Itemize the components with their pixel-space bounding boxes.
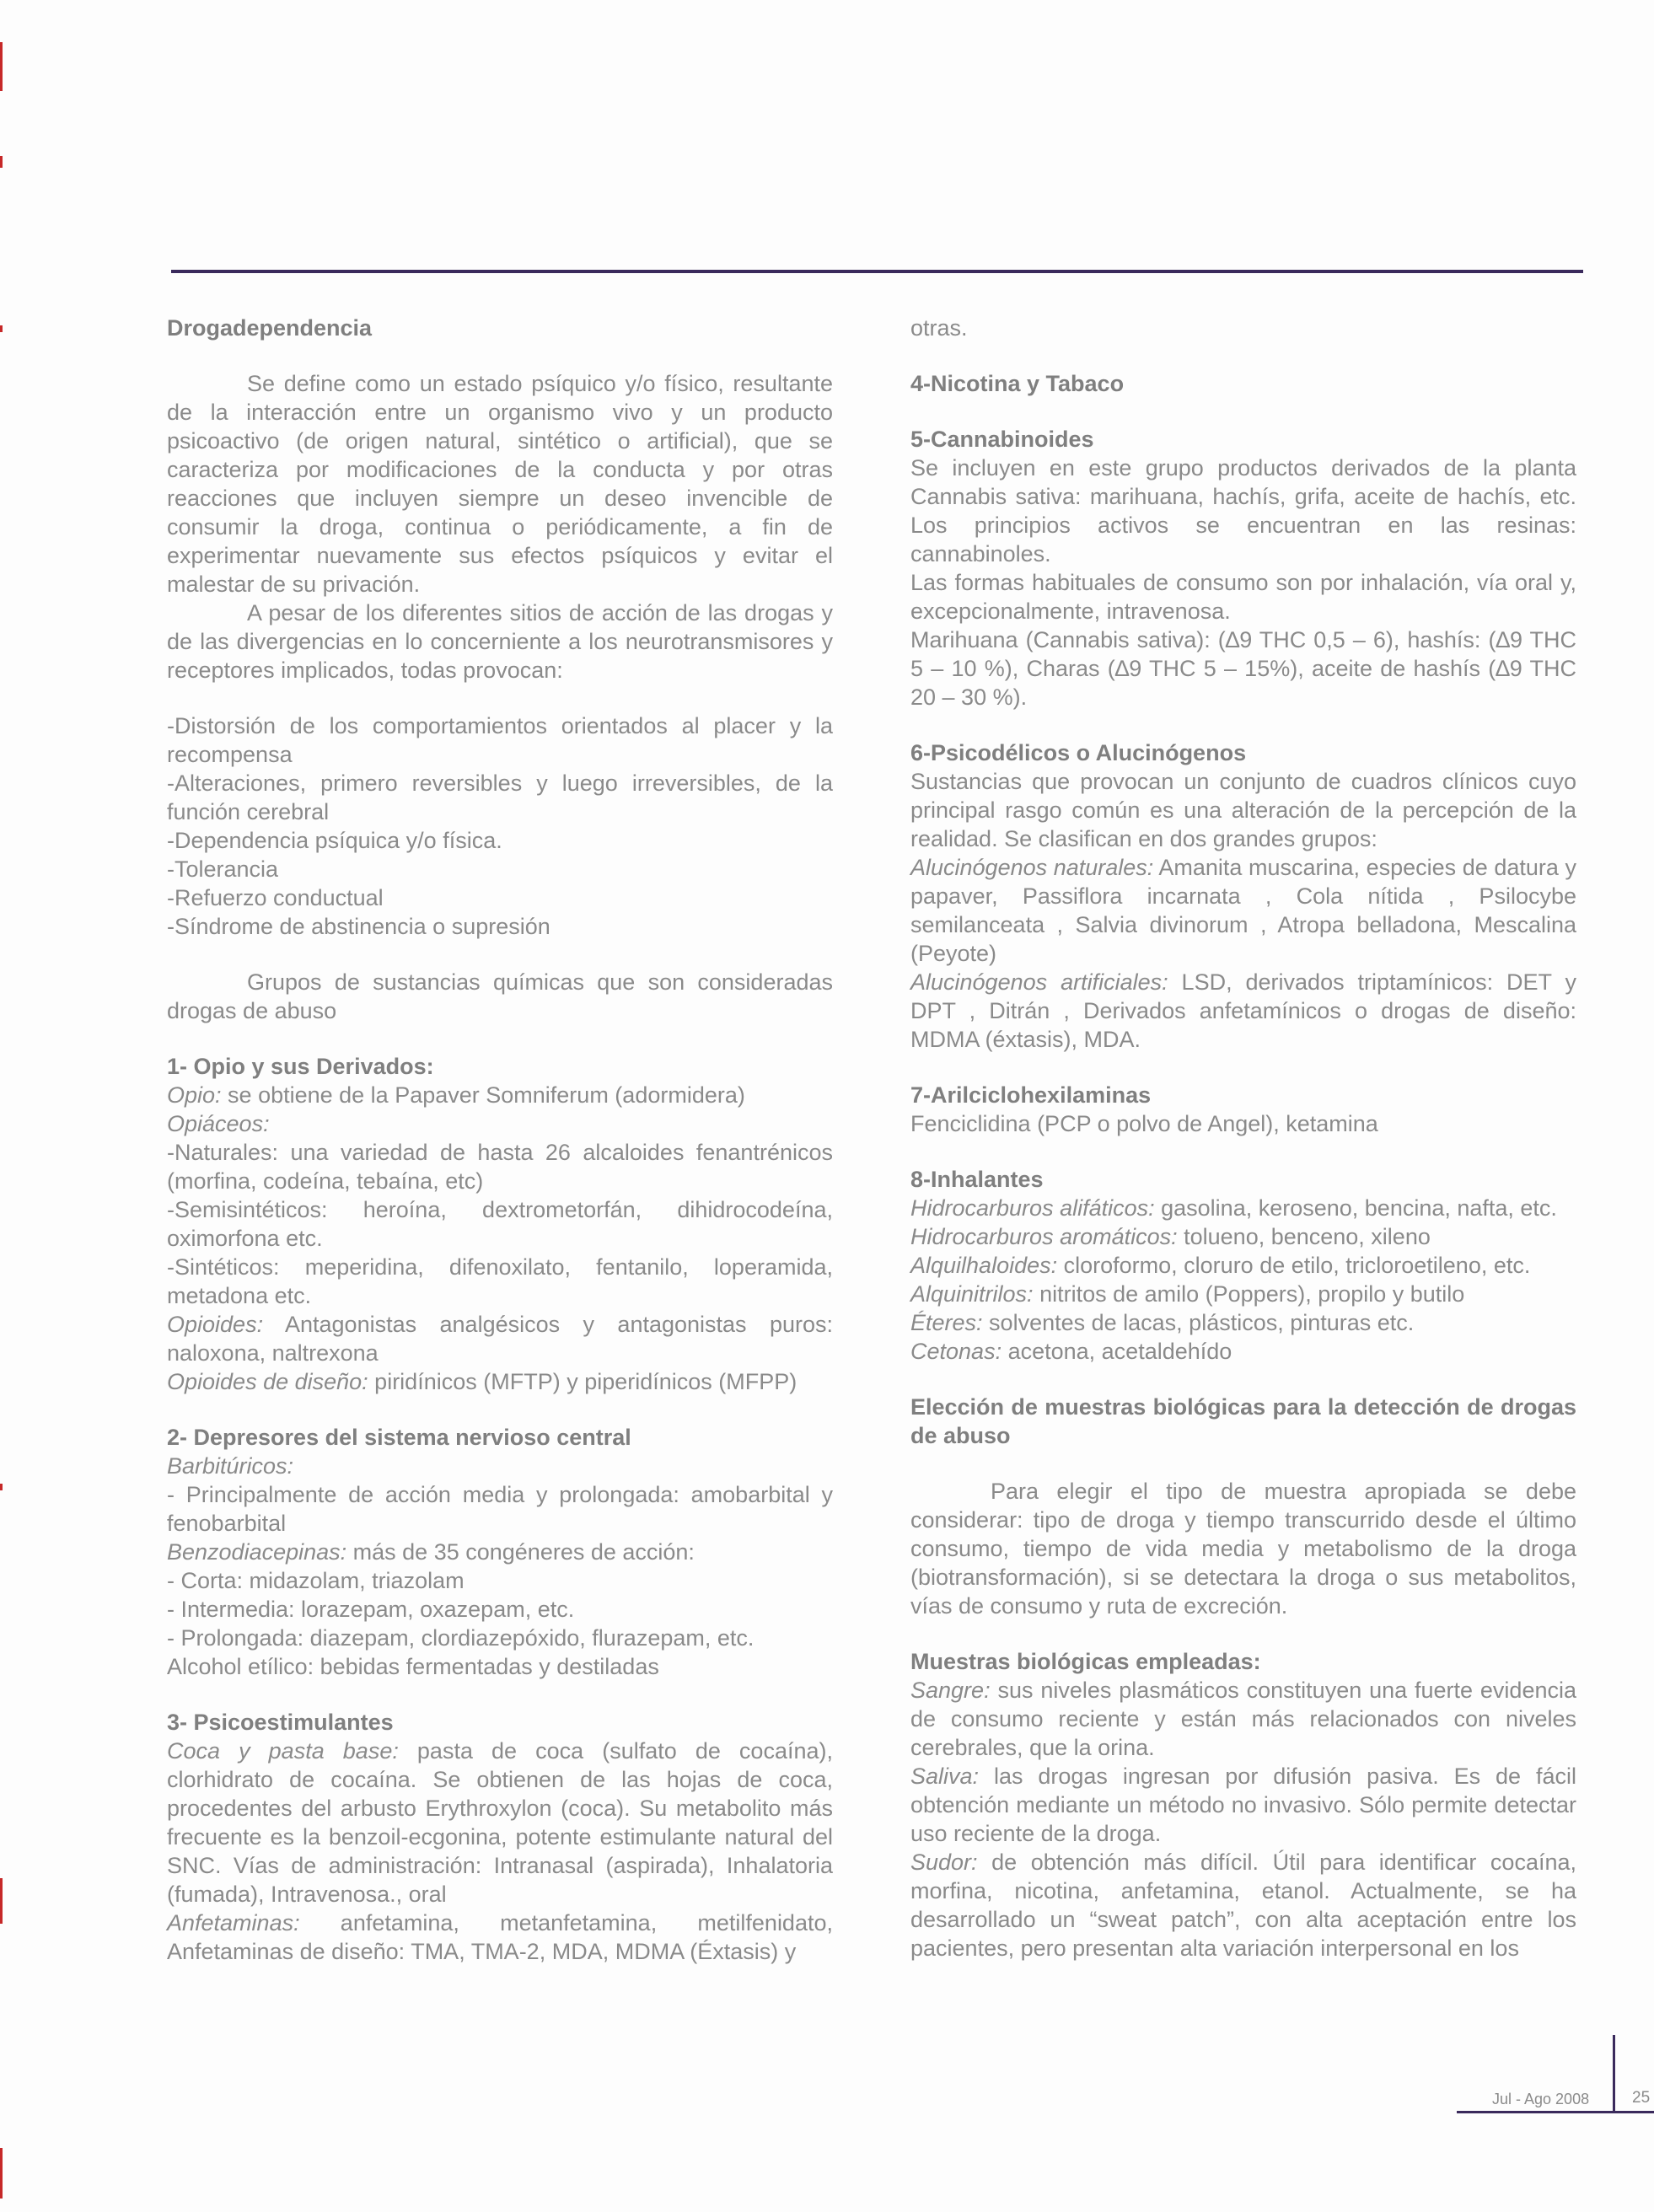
alquilhaloides-label: Alquilhaloides:	[910, 1253, 1058, 1278]
section-heading-arilciclohexilaminas: 7-Arilciclohexilaminas	[910, 1082, 1152, 1108]
header-rule	[171, 270, 1583, 273]
effect-item: -Tolerancia	[167, 856, 279, 882]
eleccion-paragraph: Para elegir el tipo de muestra apropiada se debe considerar: tipo de droga y tiempo transcurrido desde el último consumo, tiempo de vida media y metabolismo de la droga (biotransformación), si se detectara la droga o sus metabolitos, vías de consumo y ruta de excreción.	[910, 1479, 1576, 1619]
eteres-line	[910, 1308, 1576, 1337]
section-heading-eleccion-muestras: Elección de muestras biológicas para la detección de drogas de abuso	[910, 1394, 1576, 1448]
anfetaminas-paragraph	[167, 1909, 833, 1966]
alcohol-etilico: Alcohol etílico: bebidas fermentadas y destiladas	[167, 1654, 659, 1679]
opiaceos-sinteticos: -Sintéticos: meperidina, difenoxilato, fentanilo, loperamida, metadona etc.	[167, 1254, 833, 1308]
opio-label: Opio:	[167, 1082, 222, 1108]
alucinogenos-naturales-line	[910, 853, 1576, 968]
footer-rule-horizontal	[1457, 2111, 1654, 2113]
coca-paragraph	[167, 1737, 833, 1909]
alucinogenos-artificiales-line	[910, 968, 1576, 1054]
opiaceos-semisinteticos: -Semisintéticos: heroína, dextrometorfán, dihidrocodeína, oximorfona etc.	[167, 1197, 833, 1251]
edge-mark-6	[0, 2148, 3, 2199]
benzodiacepinas-text: más de 35 congéneres de acción:	[346, 1539, 695, 1565]
edge-mark-4	[0, 1484, 3, 1490]
aromaticos-label: Hidrocarburos aromáticos:	[910, 1224, 1178, 1249]
opioides-text: Antagonistas analgésicos y antagonistas puros: naloxona, naltrexona	[167, 1312, 833, 1366]
section-heading-opio: 1- Opio y sus Derivados:	[167, 1054, 434, 1079]
benzodiacepinas-line	[167, 1538, 833, 1566]
opioides-diseno-text: piridínicos (MFTP) y piperidínicos (MFPP)	[368, 1369, 797, 1394]
edge-mark-1	[0, 42, 3, 91]
saliva-paragraph	[910, 1762, 1576, 1848]
section-heading-muestras-empleadas: Muestras biológicas empleadas:	[910, 1649, 1261, 1674]
alucinogenos-naturales-text: Amanita muscarina, especies de datura y papaver, Passiflora incarnata , Cola nítida , Psilocybe semilanceata , Salvia divinorum , Atropa belladona, Mescalina (Peyote)	[910, 855, 1576, 966]
cetonas-text: acetona, acetaldehído	[1002, 1339, 1232, 1364]
alucinogenos-artificiales-label: Alucinógenos artificiales:	[910, 969, 1168, 995]
sudor-paragraph	[910, 1848, 1576, 1962]
intro-paragraph-1: Se define como un estado psíquico y/o físico, resultante de la interacción entre un organismo vivo y un producto psicoactivo (de origen natural, sintético o artificial), que se caracteriza por modificaciones de la conducta y por otras reacciones que incluyen siempre un deseo invencible de consumir la droga, continua o periódicamente, a fin de experimentar nuevamente sus efectos psíquicos y evitar el malestar de su privación.	[167, 371, 833, 597]
section-heading-psicoestimulantes: 3- Psicoestimulantes	[167, 1710, 394, 1735]
footer-issue-date: Jul - Ago 2008	[1492, 2091, 1590, 2107]
page-number: 25	[1632, 2089, 1651, 2107]
opioides-label: Opioides:	[167, 1312, 264, 1337]
benzo-intermedia: - Intermedia: lorazepam, oxazepam, etc.	[167, 1597, 575, 1622]
section-heading-drogadependencia: Drogadependencia	[167, 315, 373, 341]
alquilhaloides-line	[910, 1251, 1576, 1280]
saliva-label: Saliva:	[910, 1764, 980, 1789]
eteres-text: solventes de lacas, plásticos, pinturas etc.	[982, 1310, 1415, 1335]
alifaticos-label: Hidrocarburos alifáticos:	[910, 1195, 1155, 1221]
sangre-text: sus niveles plasmáticos constituyen una fuerte evidencia de consumo reciente y están más relacionados con niveles cerebrales, que la orina.	[910, 1678, 1576, 1760]
section-heading-nicotina: 4-Nicotina y Tabaco	[910, 371, 1125, 396]
opioides-diseno-label: Opioides de diseño:	[167, 1369, 368, 1394]
sudor-text: de obtención más difícil. Útil para identificar cocaína, morfina, nicotina, anfetamina, etanol. Actualmente, se ha desarrollado un “sweat patch”, con alta aceptación entre los pacientes, pero presentan alta variación interpersonal en los	[910, 1850, 1576, 1961]
continued-text: otras.	[910, 315, 968, 341]
intro-paragraph-2: A pesar de los diferentes sitios de acción de las drogas y de las divergencias en lo concerniente a los neurotransmisores y receptores implicados, todas provocan:	[167, 600, 833, 683]
section-heading-psicodelicos: 6-Psicodélicos o Alucinógenos	[910, 740, 1247, 765]
cannabinoides-paragraph-2: Las formas habituales de consumo son por inhalación, vía oral y, excepcionalmente, intravenosa.	[910, 570, 1576, 624]
alifaticos-text: gasolina, keroseno, bencina, nafta, etc.	[1154, 1195, 1557, 1221]
opio-line	[167, 1081, 833, 1109]
left-column	[167, 314, 833, 1966]
effect-item: -Alteraciones, primero reversibles y luego irreversibles, de la función cerebral	[167, 770, 833, 824]
alucinogenos-artificiales-text: LSD, derivados triptamínicos: DET y DPT , Ditrán , Derivados anfetamínicos o drogas de diseño: MDMA (éxtasis), MDA.	[910, 969, 1576, 1052]
groups-intro: Grupos de sustancias químicas que son consideradas drogas de abuso	[167, 969, 833, 1023]
aromaticos-text: tolueno, benceno, xileno	[1177, 1224, 1431, 1249]
benzo-corta: - Corta: midazolam, triazolam	[167, 1568, 465, 1593]
cannabinoides-paragraph-3: Marihuana (Cannabis sativa): (∆9 THC 0,5 – 6), hashís: (∆9 THC 5 – 10 %), Charas (∆9 THC 5 – 15%), aceite de hashís (∆9 THC 20 – 30 %).	[910, 627, 1576, 710]
edge-mark-2	[0, 156, 3, 168]
effect-item: -Dependencia psíquica y/o física.	[167, 828, 502, 853]
coca-label: Coca y pasta base:	[167, 1738, 399, 1764]
opiaceos-naturales: -Naturales: una variedad de hasta 26 alcaloides fenantrénicos (morfina, codeína, tebaína, etc)	[167, 1140, 833, 1194]
edge-mark-5	[0, 1878, 3, 1924]
saliva-text: las drogas ingresan por difusión pasiva. Es de fácil obtención mediante un método no invasivo. Sólo permite detectar uso reciente de la droga.	[910, 1764, 1576, 1846]
opio-text: se obtiene de la Papaver Somniferum (adormidera)	[221, 1082, 745, 1108]
anfetaminas-text: anfetamina, metanfetamina, metilfenidato, Anfetaminas de diseño: TMA, TMA-2, MDA, MDMA (Éxtasis) y	[167, 1910, 833, 1964]
alucinogenos-naturales-label: Alucinógenos naturales:	[910, 855, 1154, 880]
opioides-diseno-line	[167, 1367, 833, 1396]
sudor-label: Sudor:	[910, 1850, 978, 1875]
alquinitrilos-label: Alquinitrilos:	[910, 1281, 1034, 1307]
sangre-label: Sangre:	[910, 1678, 991, 1703]
opiaceos-label: Opiáceos:	[167, 1111, 270, 1136]
effect-item: -Síndrome de abstinencia o supresión	[167, 914, 550, 939]
benzo-prolongada: - Prolongada: diazepam, clordiazepóxido, flurazepam, etc.	[167, 1625, 755, 1651]
barbituricos-text: - Principalmente de acción media y prolongada: amobarbital y fenobarbital	[167, 1482, 833, 1536]
section-heading-depresores: 2- Depresores del sistema nervioso central	[167, 1425, 631, 1450]
psicodelicos-paragraph: Sustancias que provocan un conjunto de cuadros clínicos cuyo principal rasgo común es una alteración de la percepción de la realidad. Se clasifican en dos grandes grupos:	[910, 769, 1576, 851]
eteres-label: Éteres:	[910, 1310, 983, 1335]
benzodiacepinas-label: Benzodiacepinas:	[167, 1539, 347, 1565]
alquinitrilos-text: nitritos de amilo (Poppers), propilo y butilo	[1033, 1281, 1465, 1307]
aromaticos-line	[910, 1222, 1576, 1251]
sangre-paragraph	[910, 1676, 1576, 1762]
edge-mark-3	[0, 325, 3, 332]
section-heading-cannabinoides: 5-Cannabinoides	[910, 427, 1094, 452]
anfetaminas-label: Anfetaminas:	[167, 1910, 300, 1936]
alifaticos-line	[910, 1194, 1576, 1222]
barbituricos-label: Barbitúricos:	[167, 1453, 294, 1479]
coca-text: pasta de coca (sulfato de cocaína), clorhidrato de cocaína. Se obtienen de las hojas de coca, procedentes del arbusto Erythroxylon (coca). Su metabolito más frecuente es la benzoil-ecgonina, potente estimulante natural del SNC. Vías de administración: Intranasal (aspirada), Inhalatoria (fumada), Intravenosa., oral	[167, 1738, 833, 1907]
footer-rule-vertical	[1613, 2035, 1615, 2113]
effect-item: -Distorsión de los comportamientos orientados al placer y la recompensa	[167, 713, 833, 767]
alquinitrilos-line	[910, 1280, 1576, 1308]
opioides-line	[167, 1310, 833, 1367]
cetonas-label: Cetonas:	[910, 1339, 1002, 1364]
section-heading-inhalantes: 8-Inhalantes	[910, 1167, 1044, 1192]
cannabinoides-paragraph-1: Se incluyen en este grupo productos derivados de la planta Cannabis sativa: marihuana, hachís, grifa, aceite de hachís, etc. Los principios activos se encuentran en las resinas: cannabinoles.	[910, 455, 1576, 566]
right-column	[910, 314, 1576, 1962]
cetonas-line	[910, 1337, 1576, 1366]
alquilhaloides-text: cloroformo, cloruro de etilo, tricloroetileno, etc.	[1057, 1253, 1531, 1278]
effect-item: -Refuerzo conductual	[167, 885, 384, 910]
arilciclohexilaminas-text: Fenciclidina (PCP o polvo de Angel), ketamina	[910, 1111, 1378, 1136]
